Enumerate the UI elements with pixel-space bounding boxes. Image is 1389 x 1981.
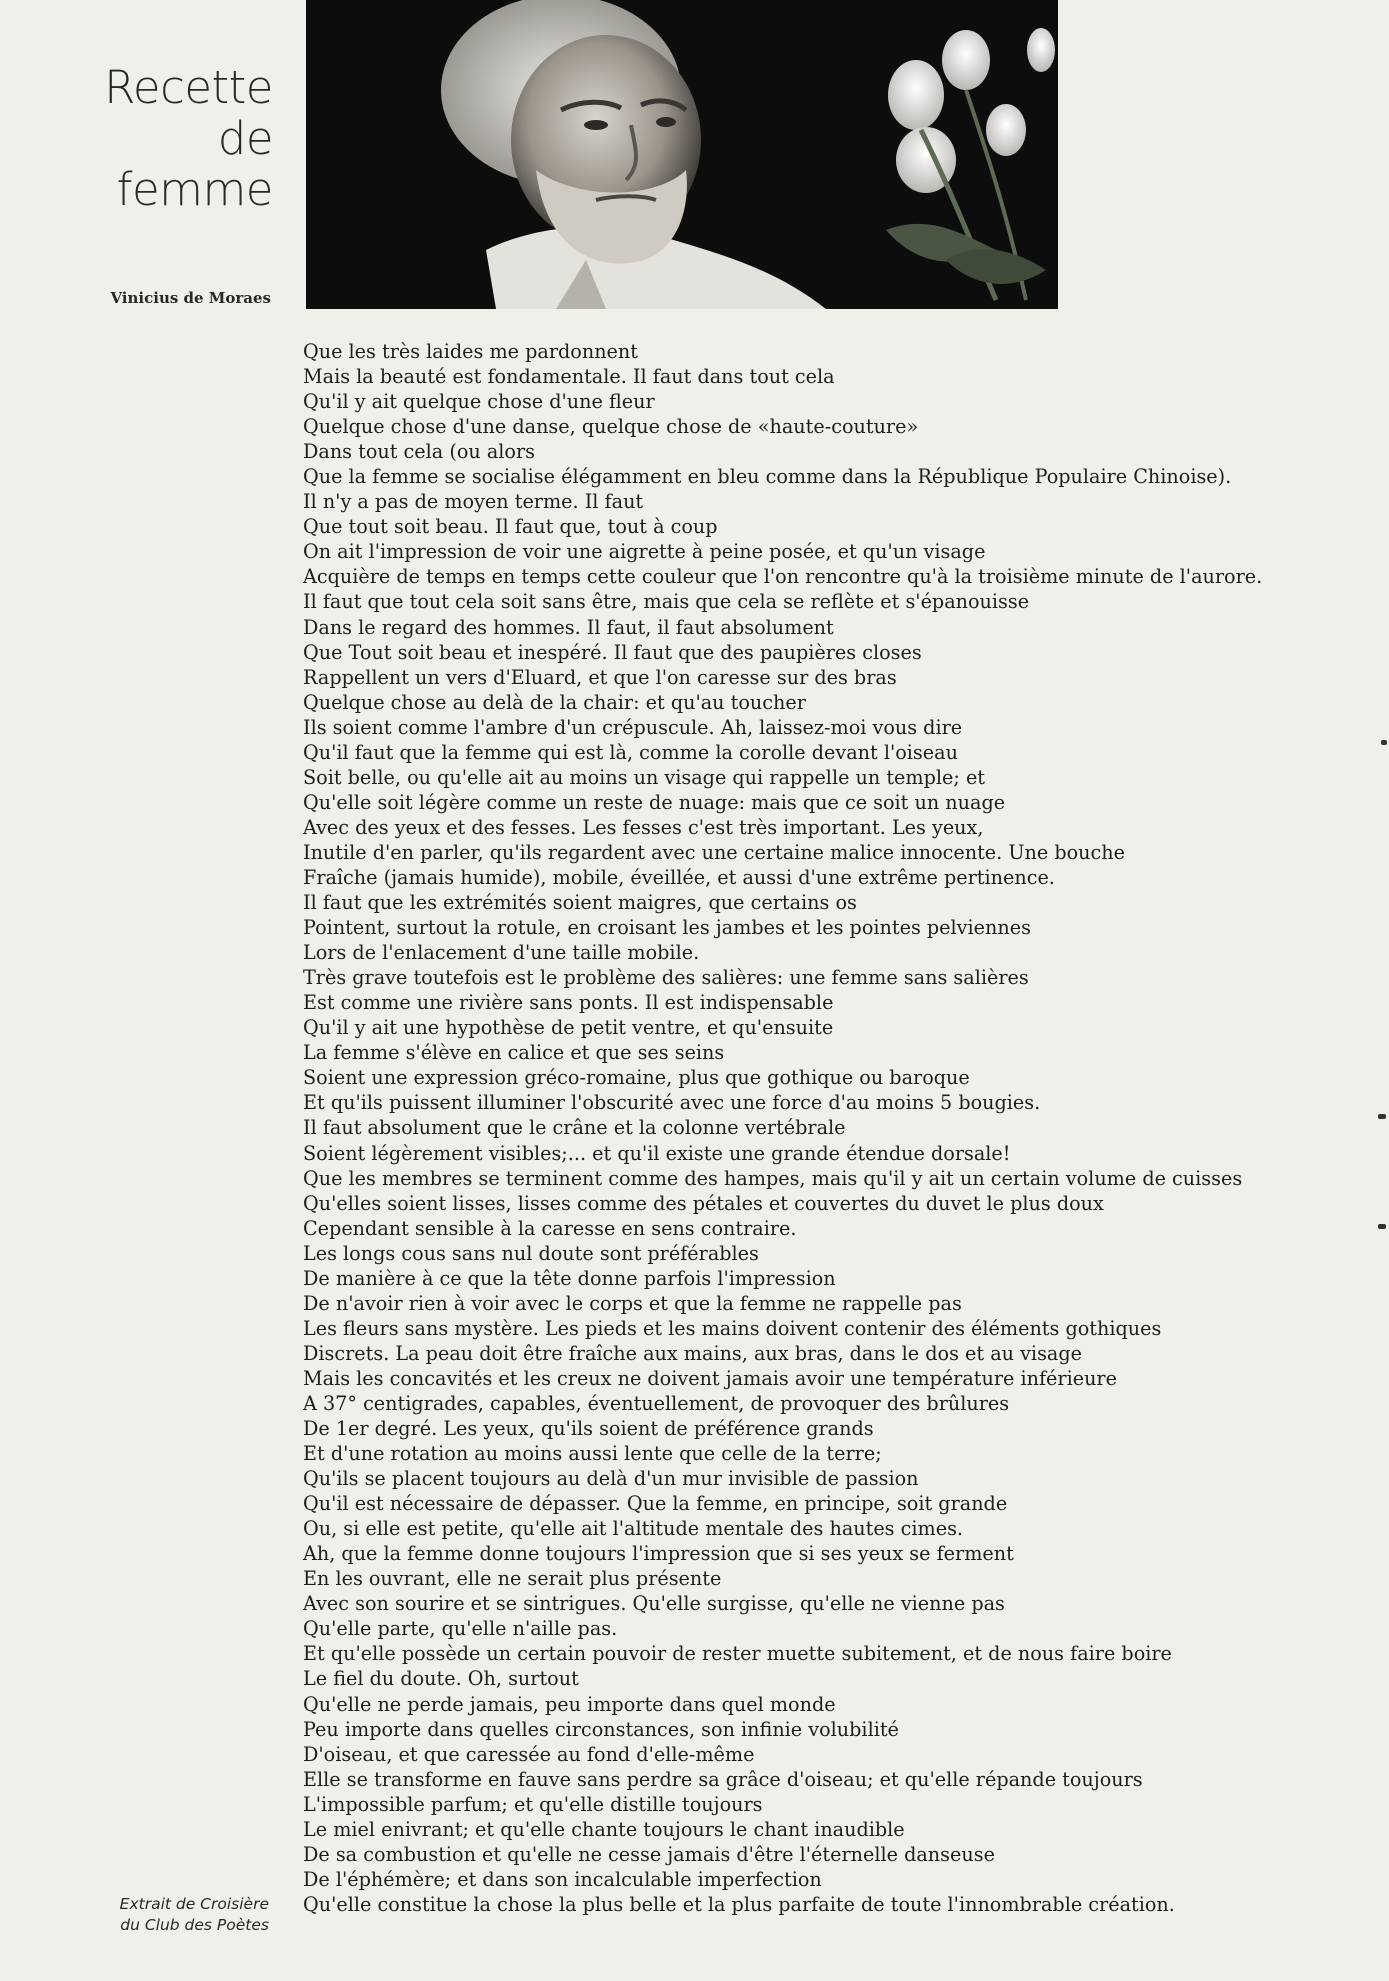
poem-line: Soient une expression gréco-romaine, plus que gothique ou baroque: [303, 1066, 970, 1090]
title-line-3: femme: [116, 163, 273, 216]
poem-line: De sa combustion et qu'elle ne cesse jamais d'être l'éternelle danseuse: [303, 1842, 995, 1866]
title-line-1: Recette: [104, 61, 273, 114]
poem-line: Le fiel du doute. Oh, surtout: [303, 1667, 579, 1691]
poem-line: Que la femme se socialise élégamment en bleu comme dans la République Populaire Chinoise).: [303, 465, 1232, 489]
poem-line: L'impossible parfum; et qu'elle distille toujours: [303, 1792, 763, 1816]
poem-line: Quelque chose au delà de la chair: et qu'au toucher: [303, 690, 806, 714]
poem-line: Fraîche (jamais humide), mobile, éveillée, et aussi d'une extrême pertinence.: [303, 865, 1055, 889]
poem-line: Il faut que les extrémités soient maigres, que certains os: [303, 891, 857, 915]
poem-line: La femme s'élève en calice et que ses seins: [303, 1041, 725, 1065]
poem-line: De l'éphémère; et dans son incalculable imperfection: [303, 1867, 822, 1891]
poem-line: Que Tout soit beau et inespéré. Il faut que des paupières closes: [303, 640, 922, 664]
poem-line: Il faut que tout cela soit sans être, mais que cela se reflète et s'épanouisse: [303, 590, 1030, 614]
poem-line: Que tout soit beau. Il faut que, tout à coup: [303, 515, 718, 539]
poem-line: Lors de l'enlacement d'une taille mobile.: [303, 941, 700, 965]
poem-line: Acquière de temps en temps cette couleur que l'on rencontre qu'à la troisième minute de l'aurore.: [303, 565, 1263, 589]
poem-line: A 37° centigrades, capables, éventuellement, de provoquer des brûlures: [303, 1391, 1010, 1415]
poem-line: Soit belle, ou qu'elle ait au moins un visage qui rappelle un temple; et: [303, 765, 986, 789]
poem-line: Qu'il y ait une hypothèse de petit ventre, et qu'ensuite: [303, 1016, 834, 1040]
edge-mark: [1381, 740, 1387, 745]
poem-line: Qu'elle parte, qu'elle n'aille pas.: [303, 1617, 618, 1641]
poem-line: Les longs cous sans nul doute sont préférables: [303, 1241, 759, 1265]
poem-line: Qu'elle soit légère comme un reste de nuage: mais que ce soit un nuage: [303, 790, 1006, 814]
poem-line: Pointent, surtout la rotule, en croisant les jambes et les pointes pelviennes: [303, 916, 1031, 940]
poem-line: Que les membres se terminent comme des hampes, mais qu'il y ait un certain volume de cuisses: [303, 1166, 1243, 1190]
poem-line: Rappellent un vers d'Eluard, et que l'on caresse sur des bras: [303, 665, 897, 689]
poem-title: [104, 62, 273, 215]
poem-line: Ah, que la femme donne toujours l'impression que si ses yeux se ferment: [303, 1542, 1014, 1566]
poem-line: Elle se transforme en fauve sans perdre sa grâce d'oiseau; et qu'elle répande toujours: [303, 1767, 1143, 1791]
poem-line: Dans le regard des hommes. Il faut, il faut absolument: [303, 615, 834, 639]
title-line-2: de: [217, 112, 273, 165]
poem-line: Avec son sourire et se sintrigues. Qu'elle surgisse, qu'elle ne vienne pas: [303, 1592, 1005, 1616]
edge-mark: [1378, 1224, 1386, 1229]
poem-line: Qu'il est nécessaire de dépasser. Que la femme, en principe, soit grande: [303, 1492, 1008, 1516]
source-line-2: du Club des Poètes: [120, 1916, 269, 1934]
poem-line: Soient légèrement visibles;... et qu'il existe une grande étendue dorsale!: [303, 1141, 1011, 1165]
source-line-1: Extrait de Croisière: [119, 1895, 269, 1913]
poem-line: Quelque chose d'une danse, quelque chose de «haute-couture»: [303, 415, 919, 439]
poem-line: On ait l'impression de voir une aigrette à peine posée, et qu'un visage: [303, 540, 986, 564]
poem-body: [303, 339, 1363, 1917]
poem-line: Qu'il faut que la femme qui est là, comme la corolle devant l'oiseau: [303, 740, 958, 764]
portrait-photo: [306, 0, 1058, 309]
poem-line: De n'avoir rien à voir avec le corps et que la femme ne rappelle pas: [303, 1291, 962, 1315]
poem-line: Le miel enivrant; et qu'elle chante toujours le chant inaudible: [303, 1817, 905, 1841]
poem-line: Que les très laides me pardonnent: [303, 340, 638, 363]
poem-line: Et d'une rotation au moins aussi lente que celle de la terre;: [303, 1442, 882, 1466]
edge-mark: [1378, 1114, 1386, 1119]
poem-line: Qu'il y ait quelque chose d'une fleur: [303, 390, 655, 414]
poem-line: Peu importe dans quelles circonstances, son infinie volubilité: [303, 1717, 899, 1741]
source-note: [120, 1894, 269, 1936]
poem-line: Qu'elle constitue la chose la plus belle et la plus parfaite de toute l'innombrable création.: [303, 1892, 1175, 1916]
poem-line: En les ouvrant, elle ne serait plus présente: [303, 1567, 722, 1591]
poem-line: Qu'elle ne perde jamais, peu importe dans quel monde: [303, 1692, 836, 1716]
poem-line: Discrets. La peau doit être fraîche aux mains, aux bras, dans le dos et au visage: [303, 1341, 1082, 1365]
poem-line: Il n'y a pas de moyen terme. Il faut: [303, 490, 644, 514]
poem-line: Les fleurs sans mystère. Les pieds et les mains doivent contenir des éléments gothiques: [303, 1316, 1162, 1340]
poem-line: Inutile d'en parler, qu'ils regardent avec une certaine malice innocente. Une bouche: [303, 840, 1125, 864]
poem-line: Mais la beauté est fondamentale. Il faut dans tout cela: [303, 365, 835, 389]
poem-line: Et qu'elle possède un certain pouvoir de rester muette subitement, et de nous faire boire: [303, 1642, 1172, 1666]
poem-line: Il faut absolument que le crâne et la colonne vertébrale: [303, 1116, 846, 1140]
poem-line: Très grave toutefois est le problème des salières: une femme sans salières: [303, 966, 1029, 990]
poem-line: Avec des yeux et des fesses. Les fesses c'est très important. Les yeux,: [303, 815, 984, 839]
poem-line: Mais les concavités et les creux ne doivent jamais avoir une température inférieure: [303, 1366, 1117, 1390]
poem-line: Est comme une rivière sans ponts. Il est indispensable: [303, 991, 834, 1015]
poem-line: Ils soient comme l'ambre d'un crépuscule. Ah, laissez-moi vous dire: [303, 715, 963, 739]
poem-line: Cependant sensible à la caresse en sens contraire.: [303, 1216, 797, 1240]
poem-line: Qu'elles soient lisses, lisses comme des pétales et couvertes du duvet le plus doux: [303, 1191, 1104, 1215]
poem-line: Dans tout cela (ou alors: [303, 440, 535, 464]
poem-line: Et qu'ils puissent illuminer l'obscurité avec une force d'au moins 5 bougies.: [303, 1091, 1041, 1115]
portrait-photo-icon: [306, 0, 1058, 309]
author-name: Vinicius de Moraes: [110, 289, 271, 307]
poem-line: D'oiseau, et que caressée au fond d'elle-même: [303, 1742, 755, 1766]
poem-line: Ou, si elle est petite, qu'elle ait l'altitude mentale des hautes cimes.: [303, 1517, 964, 1541]
poem-line: De manière à ce que la tête donne parfois l'impression: [303, 1266, 836, 1290]
poem-line: De 1er degré. Les yeux, qu'ils soient de préférence grands: [303, 1417, 874, 1441]
poem-line: Qu'ils se placent toujours au delà d'un mur invisible de passion: [303, 1467, 919, 1491]
